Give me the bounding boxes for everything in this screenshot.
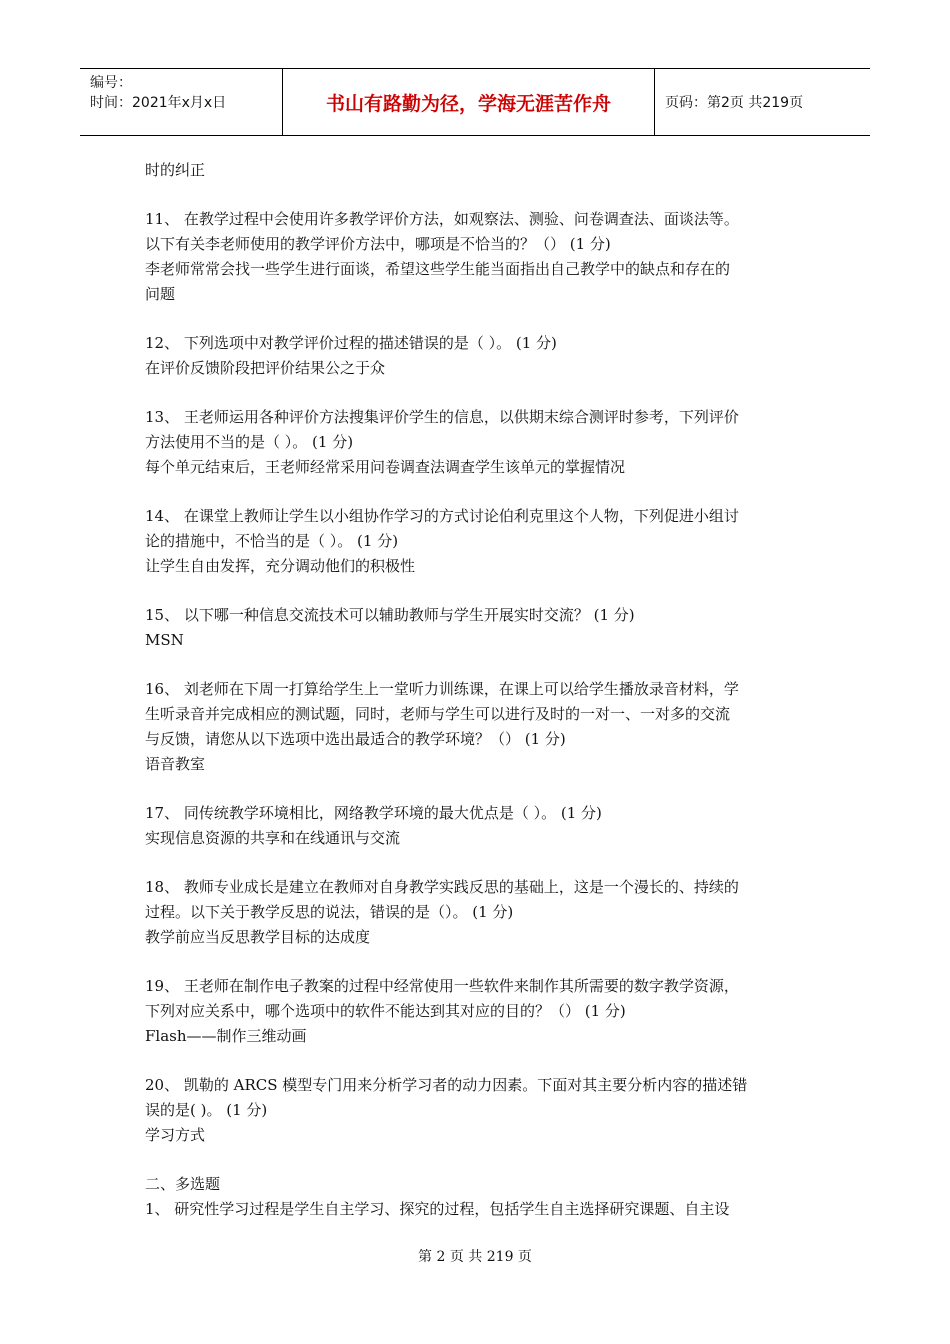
text-line: 以下有关李老师使用的教学评价方法中，哪项是不恰当的？（） (1 分) [145, 235, 611, 253]
page-footer: 第 2 页 共 219 页 [418, 1249, 532, 1265]
text-line: 过程。以下关于教学反思的说法，错误的是（）。 (1 分) [145, 903, 514, 921]
text-line: 李老师常常会找一些学生进行面谈，希望这些学生能当面指出自己教学中的缺点和存在的 [145, 260, 731, 278]
text-line: 1、 研究性学习过程是学生自主学习、探究的过程，包括学生自主选择研究课题、自主设 [145, 1200, 730, 1218]
paragraph-gap [145, 851, 810, 875]
text-line: 二、多选题 [145, 1175, 221, 1193]
text-line: 实现信息资源的共享和在线通讯与交流 [145, 829, 401, 847]
document-number-label: 编号： [90, 75, 132, 91]
document-body [145, 158, 810, 1222]
header-meta [80, 69, 283, 135]
text-line: 17、 同传统教学环境相比，网络教学环境的最大优点是（ ）。 (1 分) [145, 804, 602, 822]
text-line: 12、 下列选项中对教学评价过程的描述错误的是（ ）。 (1 分) [145, 334, 557, 352]
text-line: MSN [145, 631, 184, 649]
text-line: 学习方式 [145, 1126, 206, 1144]
text-line: 19、 王老师在制作电子教案的过程中经常使用一些软件来制作其所需要的数字教学资源， [145, 977, 739, 995]
paragraph-gap [145, 653, 810, 677]
text-line: 生听录音并完成相应的测试题，同时，老师与学生可以进行及时的一对一、一对多的交流 [145, 705, 731, 723]
header-motto: 书山有路勤为径，学海无涯苦作舟 [283, 69, 655, 135]
text-line: 18、 教师专业成长是建立在教师对自身教学实践反思的基础上，这是一个漫长的、持续的 [145, 878, 739, 896]
text-line: 问题 [145, 285, 176, 303]
paragraph-gap [145, 1049, 810, 1073]
paragraph-gap [145, 307, 810, 331]
paragraph-gap [145, 777, 810, 801]
text-line: 误的是( )。 (1 分) [145, 1101, 268, 1119]
paragraph-gap [145, 1148, 810, 1172]
text-line: 论的措施中，不恰当的是（ ）。 (1 分) [145, 532, 399, 550]
paragraph-gap [145, 183, 810, 207]
paragraph-gap [145, 950, 810, 974]
text-line: 20、 凯勒的 ARCS 模型专门用来分析学习者的动力因素。下面对其主要分析内容的描述错 [145, 1076, 748, 1094]
text-line: 13、 王老师运用各种评价方法搜集评价学生的信息，以供期末综合测评时参考，下列评价 [145, 408, 739, 426]
text-line: 时的纠正 [145, 161, 206, 179]
header-page-info: 页码：第2页 共219页 [665, 95, 804, 111]
text-line: 与反馈，请您从以下选项中选出最适合的教学环境？（） (1 分) [145, 730, 566, 748]
page-header [80, 68, 870, 136]
document-time: 时间：2021年x月x日 [90, 95, 227, 111]
text-line: 15、 以下哪一种信息交流技术可以辅助教师与学生开展实时交流？ (1 分) [145, 606, 635, 624]
paragraph-gap [145, 579, 810, 603]
text-line: 下列对应关系中，哪个选项中的软件不能达到其对应的目的？（） (1 分) [145, 1002, 626, 1020]
text-line: 在评价反馈阶段把评价结果公之于众 [145, 359, 386, 377]
text-line: 14、 在课堂上教师让学生以小组协作学习的方式讨论伯利克里这个人物，下列促进小组讨 [145, 507, 739, 525]
text-line: 16、 刘老师在下周一打算给学生上一堂听力训练课，在课上可以给学生播放录音材料，学 [145, 680, 739, 698]
text-line: 方法使用不当的是（ ）。 (1 分) [145, 433, 354, 451]
text-line: 让学生自由发挥，充分调动他们的积极性 [145, 557, 416, 575]
text-line: 语音教室 [145, 755, 206, 773]
paragraph-gap [145, 480, 810, 504]
text-line: 每个单元结束后，王老师经常采用问卷调查法调查学生该单元的掌握情况 [145, 458, 626, 476]
text-line: Flash——制作三维动画 [145, 1027, 307, 1045]
paragraph-gap [145, 381, 810, 405]
text-line: 11、 在教学过程中会使用许多教学评价方法，如观察法、测验、问卷调查法、面谈法等。 [145, 210, 739, 228]
text-line: 教学前应当反思教学目标的达成度 [145, 928, 371, 946]
